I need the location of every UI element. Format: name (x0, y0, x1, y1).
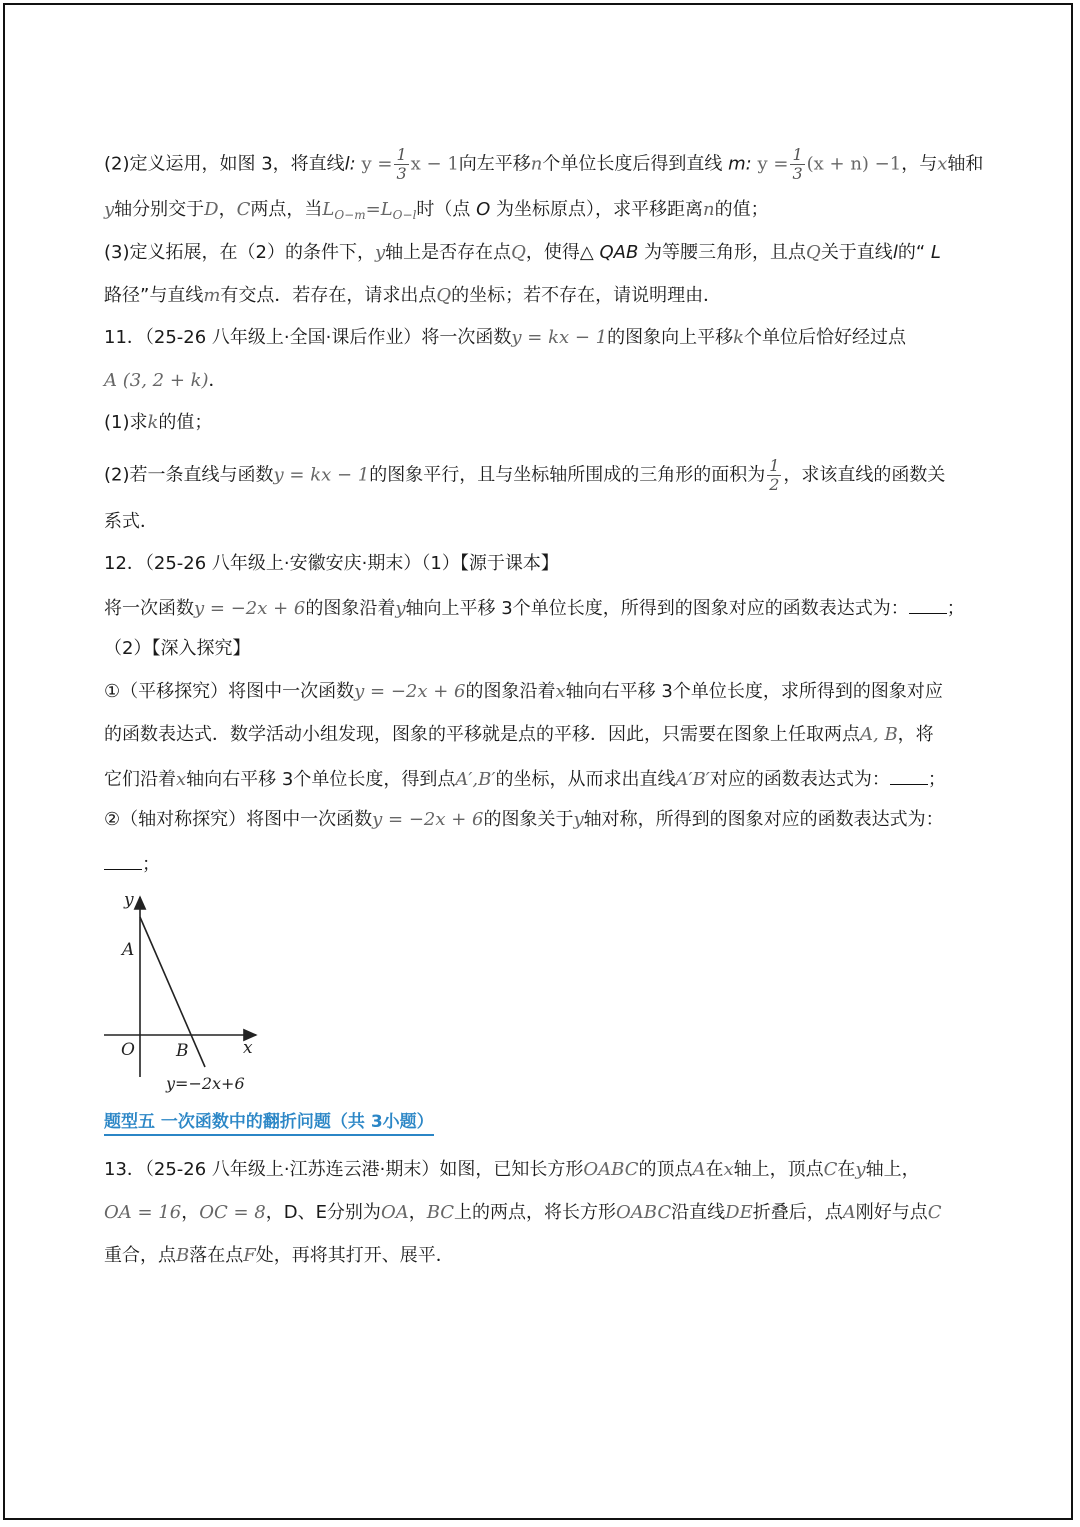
fraction-one-third (790, 146, 804, 183)
math: y = kx − 1 (273, 464, 370, 486)
problem13-line3 (104, 1244, 984, 1268)
problem12-part1 (104, 595, 984, 621)
math: A′,B′ (455, 769, 496, 790)
math: n (703, 199, 715, 220)
denominator: 3 (396, 164, 407, 183)
problem13-line1 (104, 1158, 984, 1182)
text: 的函数表达式．数学活动小组发现，图象的平移就是点的平移．因此，只需要在图象上任取两点 (104, 724, 860, 745)
math: y = −2x + 6 (194, 598, 306, 619)
text: 折叠后，点 (752, 1202, 843, 1223)
text: 轴上是否存在点 (385, 242, 512, 263)
graph-line (140, 917, 205, 1067)
text: (2)定义运用，如图 3，将直线 (104, 153, 345, 175)
point-o-label: O (121, 1040, 135, 1060)
answer-blank[interactable] (909, 595, 947, 614)
text: 两点，当 (250, 199, 323, 220)
math: k (733, 327, 745, 348)
numerator: 1 (769, 456, 780, 475)
text: 它们沿着 (104, 769, 176, 790)
math: x (555, 681, 566, 702)
math: = (365, 199, 381, 220)
text: 个单位后恰好经过点 (744, 327, 907, 348)
math: DE (725, 1202, 753, 1223)
problem11-part2-line2 (104, 510, 984, 534)
text: ， (181, 1202, 200, 1223)
text: L (930, 242, 941, 263)
text: ，求该直线的函数关 (783, 464, 946, 486)
text: ； (142, 854, 160, 875)
text: 轴对称，所得到的图象对应的函数表达式为： (583, 809, 944, 830)
math: L (380, 199, 393, 220)
text: 11．（25-26 八年级上·全国·课后作业）将一次函数 (104, 327, 512, 348)
math: OC = 8 (199, 1202, 266, 1223)
numerator: 1 (396, 145, 407, 164)
text: ，将 (897, 724, 934, 745)
problem13-line2 (104, 1201, 984, 1225)
problem12-translation-line2 (104, 723, 984, 747)
math: A (692, 1159, 706, 1180)
problem12-symmetry-line1 (104, 808, 984, 832)
problem11-line1 (104, 326, 984, 350)
math: n (530, 153, 543, 175)
text: (2)若一条直线与函数 (104, 464, 274, 486)
text: 的图象关于 (483, 809, 574, 830)
text: 的顶点 (638, 1159, 693, 1180)
text: 时（点 (416, 199, 471, 220)
problem12-part2-heading (104, 637, 984, 661)
text: 轴向上平移 3个单位长度，所得到的图象对应的函数表达式为： (405, 598, 909, 619)
math: L (322, 199, 335, 220)
math: y = −2x + 6 (354, 681, 466, 702)
text: ， (408, 1202, 427, 1223)
denominator: 3 (792, 164, 803, 183)
problem10-part2-line1 (104, 146, 984, 183)
text: O (476, 199, 491, 220)
math: Q (511, 242, 526, 263)
text: 轴分别交于 (114, 199, 205, 220)
text: l (892, 242, 898, 263)
problem10-part3-line2 (104, 284, 984, 308)
text: 对应的函数表达式为： (709, 769, 890, 790)
text: 的图象平行，且与坐标轴所围成的三角形的面积为 (369, 464, 766, 486)
text: 刚好与点 (855, 1202, 928, 1223)
text: ； (946, 598, 965, 619)
math: BC (426, 1202, 455, 1223)
text: 的“ (897, 242, 926, 263)
math: y (573, 809, 584, 830)
text: 12．（25-26 八年级上·安徽安庆·期末）（1）【源于课本】 (104, 553, 559, 574)
math: D (204, 199, 219, 220)
text: (1)求 (104, 412, 148, 433)
math: Q (806, 242, 821, 263)
math: A′B′ (675, 769, 710, 790)
problem12-symmetry-line2 (104, 851, 984, 877)
text: 向左平移 (458, 153, 531, 175)
text: 13．（25-26 八年级上·江苏连云港·期末）如图，已知长方形 (104, 1159, 584, 1180)
text: QAB (599, 242, 639, 263)
problem12-translation-line1 (104, 680, 984, 704)
text: 在 (705, 1159, 724, 1180)
math: OA (380, 1202, 409, 1223)
text: ． (208, 370, 227, 391)
text: 的值； (714, 199, 769, 220)
text: 关于直线 (820, 242, 893, 263)
y-axis-label: y (124, 890, 134, 910)
line-equation-label: y=−2x+6 (166, 1074, 245, 1093)
math: Q (436, 285, 452, 306)
math: x − 1 (410, 153, 459, 175)
text: 路径”与直线 (104, 285, 204, 306)
text: 将一次函数 (104, 598, 194, 619)
math: x (176, 769, 187, 790)
text: l: (344, 153, 356, 175)
text: ②（轴对称探究）将图中一次函数 (104, 809, 373, 830)
math: x (937, 153, 948, 175)
problem11-part2-line1 (104, 457, 984, 494)
text: 沿直线 (671, 1202, 726, 1223)
text: 轴上， (865, 1159, 920, 1180)
problem11-part1 (104, 411, 984, 435)
text: 的图象向上平移 (607, 327, 734, 348)
text: ，使得△ (525, 242, 594, 263)
text: 为等腰三角形，且点 (644, 242, 807, 263)
text: 在 (837, 1159, 856, 1180)
problem12-heading (104, 552, 984, 576)
text: 重合，点 (104, 1245, 176, 1266)
text: 系式． (104, 511, 158, 532)
page-border (3, 3, 1073, 1520)
x-axis-label: x (243, 1038, 253, 1058)
text: 的图象沿着 (305, 598, 396, 619)
linear-function-graph (100, 885, 270, 1100)
math: y (855, 1159, 866, 1180)
subscript: O−m (334, 208, 366, 222)
text: 个单位长度后得到直线 (542, 153, 723, 175)
text: 有交点．若存在，请求出点 (220, 285, 437, 306)
text: 轴上，顶点 (733, 1159, 824, 1180)
text: 轴和 (947, 153, 984, 175)
text: 的坐标，从而求出直线 (495, 769, 676, 790)
numerator: 1 (792, 145, 803, 164)
math: OABC (616, 1202, 672, 1223)
fraction-one-third (394, 146, 408, 183)
text: 轴向右平移 3个单位长度，得到点 (186, 769, 456, 790)
math: y = (361, 153, 393, 175)
math: y = (757, 153, 789, 175)
math: B (176, 1245, 190, 1266)
math: OABC (583, 1159, 639, 1180)
text: ①（平移探究）将图中一次函数 (104, 681, 355, 702)
answer-blank[interactable] (104, 851, 142, 870)
subscript: O−l (392, 208, 417, 222)
math: m (203, 285, 221, 306)
text: 处，再将其打开、展平． (255, 1245, 454, 1266)
text: 的值； (158, 412, 213, 433)
math: OA = 16 (104, 1202, 182, 1223)
math: (x + n) −1 (806, 153, 902, 175)
point-a-label: A (122, 940, 135, 960)
math: A (842, 1202, 856, 1223)
math: y (104, 199, 115, 220)
problem12-translation-line3 (104, 766, 984, 792)
text: ，D、E分别为 (265, 1202, 381, 1223)
problem11-line2 (104, 369, 984, 393)
text: m: (728, 153, 752, 175)
text: 为坐标原点），求平移距离 (496, 199, 704, 220)
math: y = −2x + 6 (372, 809, 484, 830)
fraction-one-half (767, 457, 781, 494)
text: ， (218, 199, 237, 220)
math: y (374, 242, 386, 263)
problem10-part2-line2 (104, 198, 984, 227)
problem10-part3-line1 (104, 241, 984, 265)
math: y = kx − 1 (511, 327, 608, 348)
section-heading: 题型五 一次函数中的翻折问题（共 3小题） (104, 1111, 434, 1136)
math: C (236, 199, 251, 220)
math: A (3, 2 + k) (104, 370, 209, 391)
math: C (927, 1202, 942, 1223)
math: C (823, 1159, 838, 1180)
answer-blank[interactable] (890, 766, 928, 785)
math: A, B (860, 724, 898, 745)
text: （2）【深入探究】 (104, 638, 251, 659)
text: 落在点 (189, 1245, 244, 1266)
text: 的坐标；若不存在，请说明理由． (451, 285, 722, 306)
text: ，与 (901, 153, 938, 175)
math: k (147, 412, 159, 433)
text: 上的两点，将长方形 (454, 1202, 617, 1223)
math: x (723, 1159, 734, 1180)
text: 轴向右平移 3个单位长度，求所得到的图象对应 (565, 681, 943, 702)
math: y (395, 598, 406, 619)
text: 的图象沿着 (465, 681, 556, 702)
text: (3)定义拓展，在（2）的条件下， (104, 242, 375, 263)
point-b-label: B (176, 1041, 189, 1061)
denominator: 2 (769, 475, 780, 494)
math: F (243, 1245, 256, 1266)
text: ； (927, 769, 946, 790)
